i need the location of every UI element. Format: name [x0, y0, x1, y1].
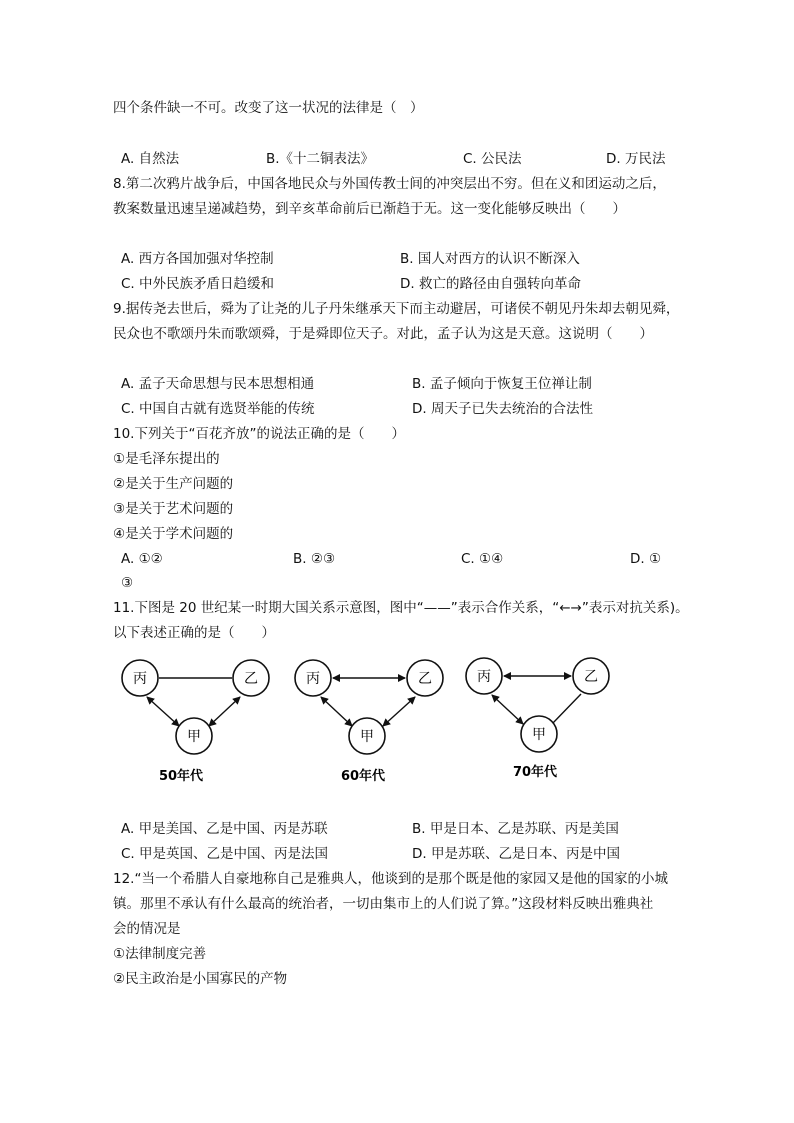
diagram-50s	[122, 660, 269, 784]
q10-item-4: ④是关于学术问题的	[113, 526, 234, 542]
q10-stem: 10.下列关于“百花齐放”的说法正确的是（ ）	[113, 426, 405, 442]
q9-option-a: A. 孟子天命思想与民本思想相通	[121, 376, 315, 392]
node-label-b: 乙	[418, 671, 432, 687]
caption-60s: 60年代	[340, 769, 386, 784]
diagram-60s	[295, 660, 443, 784]
q10-option-d-wrap: ③	[121, 575, 134, 591]
confrontation-arrow	[321, 697, 352, 726]
q8-option-b: B. 国人对西方的认识不断深入	[400, 251, 580, 267]
q12-item-2: ②民主政治是小国寡民的产物	[113, 971, 288, 987]
confrontation-arrow	[147, 697, 179, 726]
q11-stem-line1: 11.下图是 20 世纪某一时期大国关系示意图，图中“——”表示合作关系，“←→”表示对抗关系)。	[113, 600, 689, 616]
node-label-a: 甲	[360, 729, 374, 745]
caption-70s: 70年代	[512, 765, 558, 780]
q9-option-b: B. 孟子倾向于恢复王位禅让制	[412, 376, 592, 392]
q11-option-b: B. 甲是日本、乙是苏联、丙是美国	[412, 821, 619, 837]
q10-option-a: A. ①②	[121, 551, 163, 567]
q7-option-a: A. 自然法	[121, 151, 180, 167]
node-label-b: 乙	[244, 671, 258, 687]
q11-stem-line2: 以下表述正确的是（ ）	[113, 625, 275, 641]
confrontation-arrow	[383, 697, 415, 726]
q9-stem-line1: 9.据传尧去世后，舜为了让尧的儿子丹朱继承天下而主动避居，可诸侯不朝见丹朱却去朝见舜，	[113, 301, 680, 317]
node-label-a: 甲	[532, 727, 546, 743]
node-label-c: 丙	[477, 669, 491, 685]
q8-option-d: D. 救亡的路径由自强转向革命	[400, 276, 581, 292]
q11-option-c: C. 甲是英国、乙是中国、丙是法国	[121, 846, 329, 862]
q7-option-d: D. 万民法	[606, 151, 666, 167]
q12-stem-line3: 会的情况是	[113, 921, 181, 937]
q8-stem-line2: 教案数量迅速呈递减趋势，到辛亥革命前后已渐趋于无。这一变化能够反映出（ ）	[113, 201, 626, 217]
node-label-a: 甲	[187, 729, 201, 745]
node-label-b: 乙	[584, 669, 598, 685]
q10-item-1: ①是毛泽东提出的	[113, 451, 220, 467]
q11-option-d: D. 甲是苏联、乙是日本、丙是中国	[412, 846, 620, 862]
confrontation-arrow	[209, 697, 240, 726]
q8-option-c: C. 中外民族矛盾日趋缓和	[121, 276, 275, 292]
q10-item-2: ②是关于生产问题的	[113, 476, 234, 492]
q10-option-c: C. ①④	[461, 551, 504, 567]
confrontation-arrow	[492, 695, 523, 724]
q10-option-b: B. ②③	[293, 551, 336, 567]
cooperation-line	[552, 694, 581, 724]
q12-item-1: ①法律制度完善	[113, 946, 207, 962]
node-label-c: 丙	[133, 671, 147, 687]
q10-option-d: D. ①	[630, 551, 662, 567]
q7-stem-tail: 四个条件缺一不可。改变了这一状况的法律是（ ）	[113, 100, 424, 116]
q11-option-a: A. 甲是美国、乙是中国、丙是苏联	[121, 821, 328, 837]
q9-option-d: D. 周天子已失去统治的合法性	[412, 401, 593, 417]
caption-50s: 50年代	[158, 769, 204, 784]
q9-stem-line2: 民众也不歌颂丹朱而歌颂舜，于是舜即位天子。对此，孟子认为这是天意。这说明（ ）	[113, 326, 653, 342]
diagram-70s	[466, 658, 609, 780]
q12-stem-line2: 镇。那里不承认有什么最高的统治者，一切由集市上的人们说了算。”这段材料反映出雅典社	[113, 896, 654, 912]
q12-stem-line1: 12.“当一个希腊人自豪地称自己是雅典人，他谈到的是那个既是他的家园又是他的国家的小城	[113, 871, 668, 887]
q10-item-3: ③是关于艺术问题的	[113, 501, 234, 517]
q8-option-a: A. 西方各国加强对华控制	[121, 251, 274, 267]
q7-option-c: C. 公民法	[463, 151, 522, 167]
q7-option-b: B.《十二铜表法》	[266, 151, 375, 167]
q8-stem-line1: 8.第二次鸦片战争后，中国各地民众与外国传教士间的冲突层出不穷。但在义和团运动之后，	[113, 176, 666, 192]
node-label-c: 丙	[306, 671, 320, 687]
q9-option-c: C. 中国自古就有选贤举能的传统	[121, 401, 315, 417]
relations-diagram	[105, 650, 625, 800]
